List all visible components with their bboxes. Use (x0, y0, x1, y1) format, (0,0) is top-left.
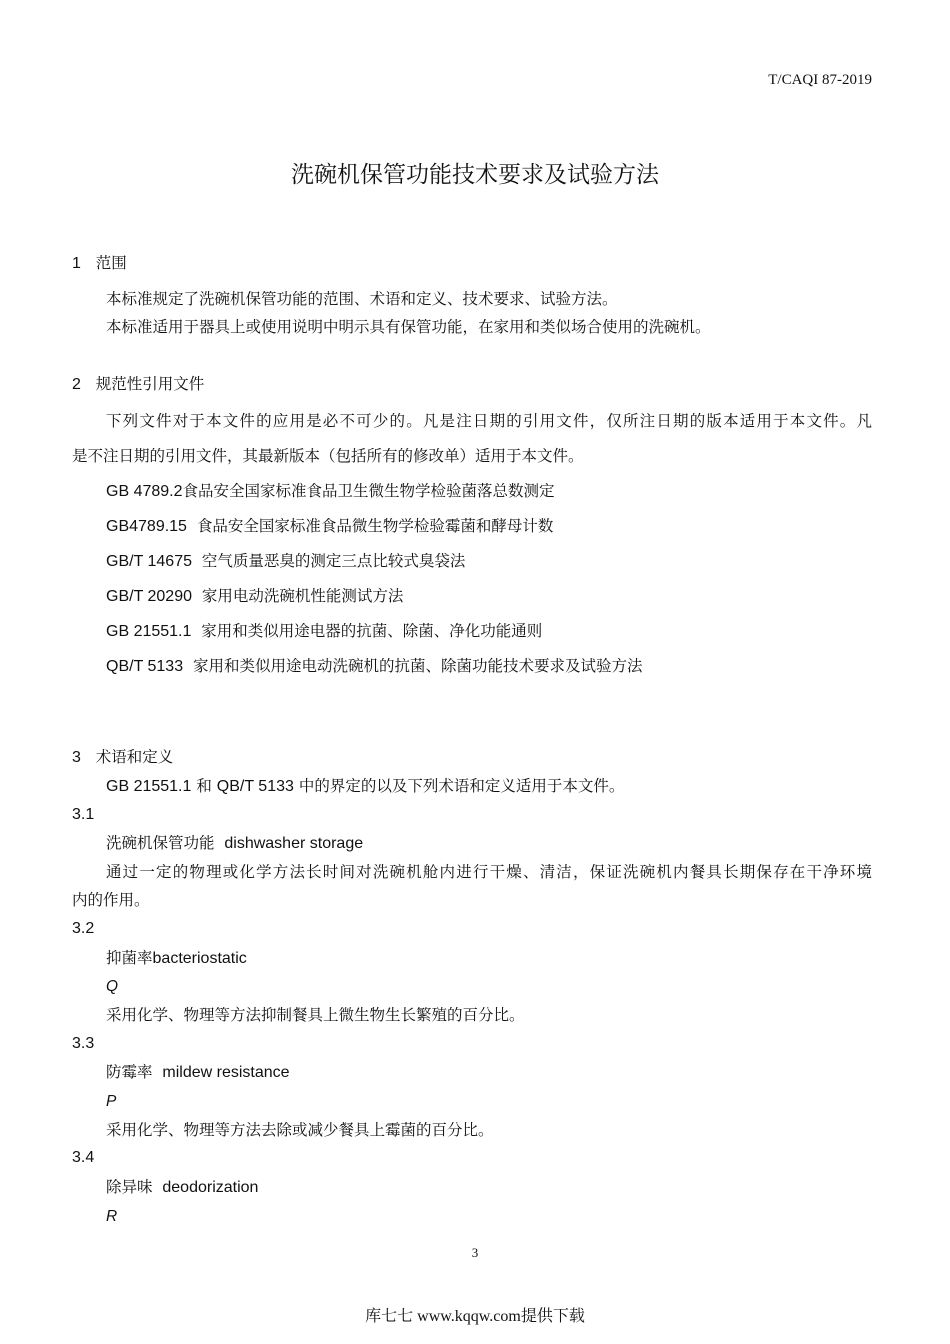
term-name: 除异味 deodorization (106, 1178, 259, 1196)
term-number: 3.1 (72, 806, 95, 823)
paragraph: 本标准规定了洗碗机保管功能的范围、术语和定义、技术要求、试验方法。 (106, 290, 618, 308)
reference-item: GB 4789.2食品安全国家标准食品卫生微生物学检验菌落总数测定 (106, 482, 555, 500)
paragraph: 是不注日期的引用文件，其最新版本（包括所有的修改单）适用于本文件。 (72, 447, 584, 465)
reference-item: GB4789.15 食品安全国家标准食品微生物学检验霉菌和酵母计数 (106, 517, 554, 535)
reference-item: GB 21551.1 家用和类似用途电器的抗菌、除菌、净化功能通则 (106, 622, 543, 640)
download-footer: 库七七 www.kqqw.com提供下载 (365, 1308, 585, 1325)
paragraph: 本标准适用于器具上或使用说明中明示具有保管功能，在家用和类似场合使用的洗碗机。 (106, 318, 711, 336)
term-symbol: Q (106, 978, 119, 995)
reference-item: GB/T 20290 家用电动洗碗机性能测试方法 (106, 587, 404, 605)
section-3-heading: 3 术语和定义 (72, 748, 174, 766)
paragraph: GB 21551.1 和 QB/T 5133 中的界定的以及下列术语和定义适用于本文件。 (106, 777, 625, 795)
page-number: 3 (471, 1245, 479, 1260)
term-number: 3.3 (72, 1035, 95, 1052)
reference-item: GB/T 14675 空气质量恶臭的测定三点比较式臭袋法 (106, 552, 466, 570)
term-definition: 采用化学、物理等方法抑制餐具上微生物生长繁殖的百分比。 (106, 1006, 525, 1024)
reference-item: QB/T 5133 家用和类似用途电动洗碗机的抗菌、除菌功能技术要求及试验方法 (106, 657, 643, 675)
term-symbol: R (106, 1208, 118, 1225)
term-name: 洗碗机保管功能 dishwasher storage (106, 834, 364, 852)
term-number: 3.2 (72, 920, 95, 937)
term-name: 防霉率 mildew resistance (106, 1063, 290, 1081)
standard-code: T/CAQI 87-2019 (768, 72, 872, 88)
term-symbol: P (106, 1093, 117, 1110)
term-number: 3.4 (72, 1149, 95, 1166)
paragraph: 下列文件对于本文件的应用是必不可少的。凡是注日期的引用文件，仅所注日期的版本适用于本文件。凡 (106, 412, 872, 430)
term-name: 抑菌率bacteriostatic (106, 949, 247, 967)
term-definition: 采用化学、物理等方法去除或减少餐具上霉菌的百分比。 (106, 1121, 494, 1139)
page-title: 洗碗机保管功能技术要求及试验方法 (291, 162, 659, 188)
section-2-heading: 2 规范性引用文件 (72, 375, 205, 393)
term-definition: 内的作用。 (72, 891, 150, 909)
section-1-heading: 1 范围 (72, 254, 127, 272)
term-definition: 通过一定的物理或化学方法长时间对洗碗机舱内进行干燥、清洁，保证洗碗机内餐具长期保存在干净环境 (106, 863, 872, 881)
